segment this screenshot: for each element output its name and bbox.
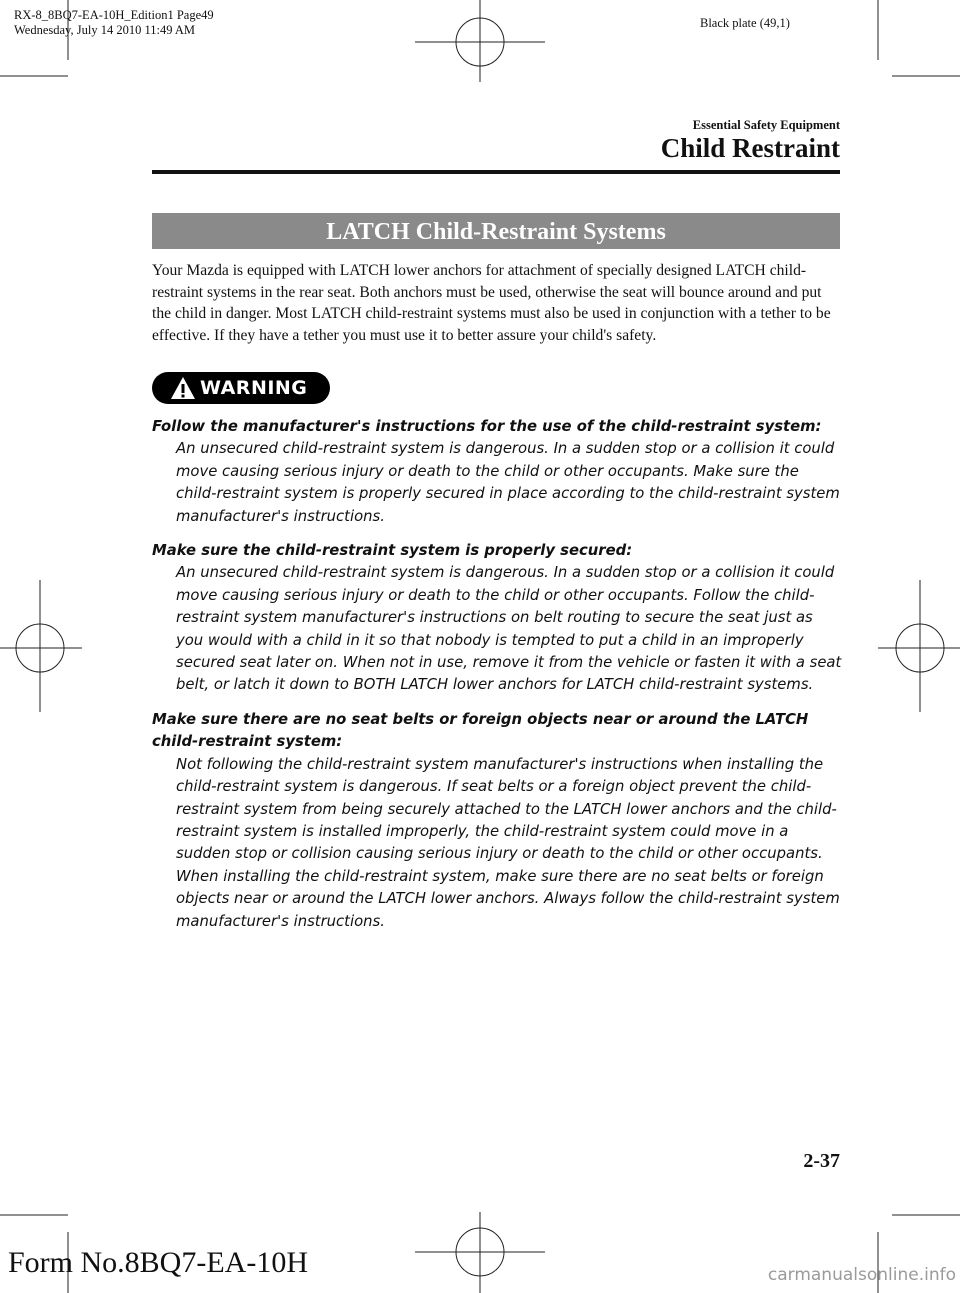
- warning-label: WARNING: [200, 377, 308, 399]
- warning-heading: Make sure there are no seat belts or foreign objects near or around the LATCH child-restraint system:: [152, 710, 809, 751]
- warning-heading: Make sure the child-restraint system is properly secured:: [152, 542, 633, 560]
- warning-body: An unsecured child-restraint system is dangerous. In a sudden stop or a collision it could move causing serious injury or death to the child or other occupants. Make sure the child-restraint system is properly secured in place according to the child-restraint system manufacturer's instructions.: [176, 440, 840, 525]
- print-file-line: RX-8_8BQ7-EA-10H_Edition1 Page49: [14, 8, 214, 22]
- black-plate-label: Black plate (49,1): [700, 16, 790, 30]
- warning-heading: Follow the manufacturer's instructions for the use of the child-restraint system:: [152, 418, 822, 435]
- warning-item: [152, 416, 842, 528]
- chapter-title: Child Restraint: [660, 133, 840, 163]
- print-file-info: [14, 8, 214, 38]
- section-title: LATCH Child-Restraint Systems: [326, 219, 666, 245]
- warning-triangle-icon: [170, 376, 196, 400]
- warning-badge: [152, 372, 330, 404]
- header-rule: [152, 170, 840, 174]
- warning-body: An unsecured child-restraint system is dangerous. In a sudden stop or a collision it could move causing serious injury or death to the child or other occupants. Follow the child-restraint system manufacturer's instructions on belt routing to secure the seat just as you would with a child in it so that nobody is tempted to put a child in an improperly secured seat later on. When not in use, remove it from the vehicle or fasten it with a seat belt, or latch it down to BOTH LATCH lower anchors for LATCH child-restraint systems.: [176, 564, 842, 694]
- warning-item: [152, 540, 842, 697]
- page-number: 2-37: [803, 1150, 840, 1172]
- watermark-text: carmanualsonline.info: [767, 1265, 956, 1285]
- print-date-line: Wednesday, July 14 2010 11:49 AM: [14, 23, 196, 37]
- section-name: Essential Safety Equipment: [692, 118, 840, 132]
- warning-list: [152, 416, 842, 945]
- warning-item: [152, 709, 842, 933]
- form-number: Form No.8BQ7-EA-10H: [8, 1246, 308, 1279]
- section-title-bar: [152, 213, 840, 249]
- warning-body: Not following the child-restraint system manufacturer's instructions when installing the child-restraint system is dangerous. If seat belts or a foreign object prevent the child-restraint system from being securely attached to the LATCH lower anchors and the child-restraint system is installed improperly, the child-restraint system could move in a sudden stop or collision causing serious injury or death to the child or other occupants. When installing the child-restraint system, make sure there are no seat belts or foreign objects near or around the LATCH lower anchors. Always follow the child-restraint system manufacturer's instructions.: [176, 755, 840, 930]
- intro-paragraph: Your Mazda is equipped with LATCH lower anchors for attachment of specially designed LATCH child-restraint systems in the rear seat. Both anchors must be used, otherwise the seat will bounce around and put the child in danger. Most LATCH child-restraint systems must also be used in conjunction with a tether to be effective. If they have a tether you must use it to better assure your child's safety.: [152, 262, 831, 344]
